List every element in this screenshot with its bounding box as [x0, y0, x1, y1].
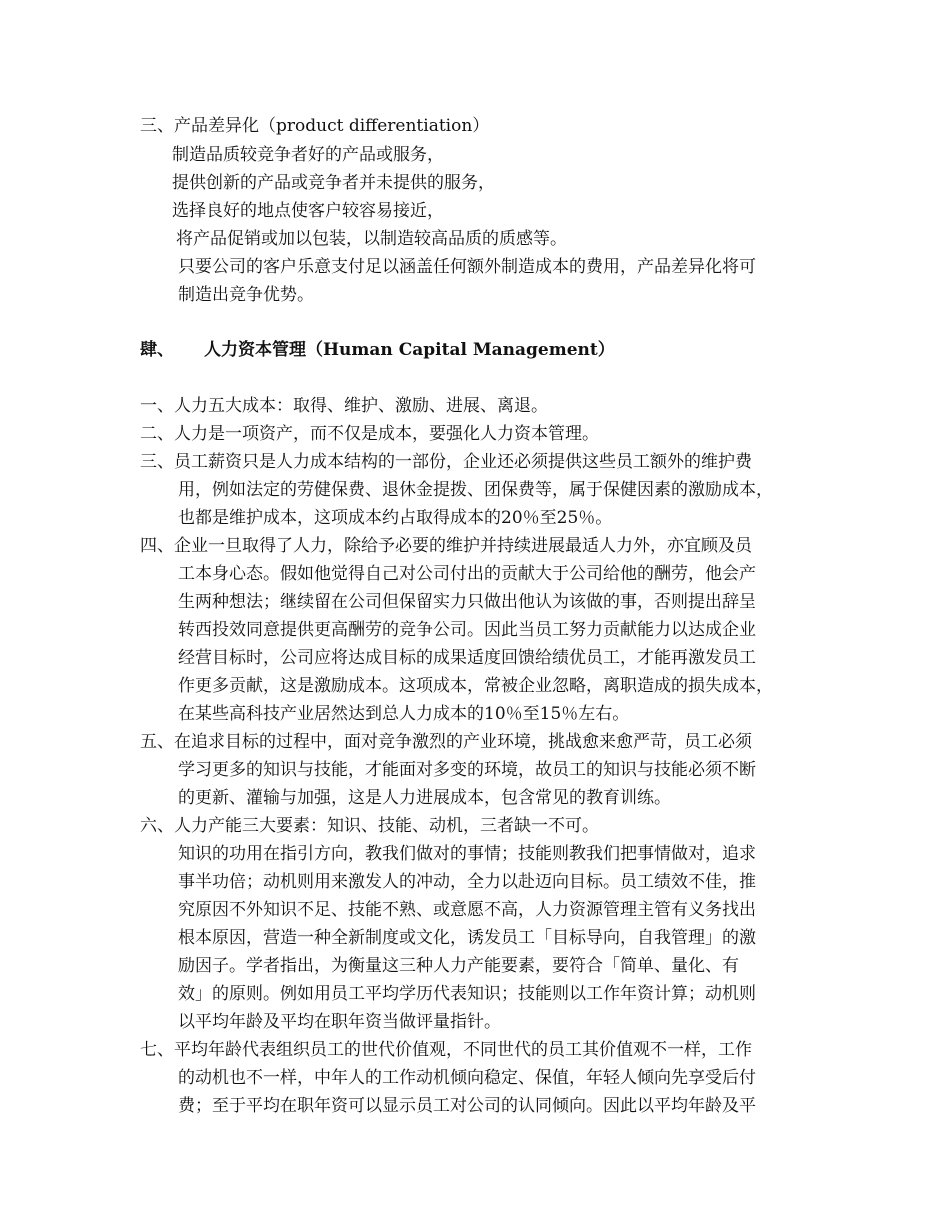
chapter-heading: 人力资本管理（Human Capital Management）	[204, 340, 615, 360]
summary-line: 只要公司的客户乐意支付足以涵盖任何额外制造成本的费用，产品差异化将可	[178, 257, 756, 277]
paragraph-line: 经营目标时，公司应将达成目标的成果适度回馈给绩优员工，才能再激发员工	[178, 648, 756, 668]
paragraph-line: 的更新、灌输与加强，这是人力进展成本，包含常见的教育训练。	[178, 788, 671, 808]
paragraph-line: 的动机也不一样，中年人的工作动机倾向稳定、保值，年轻人倾向先享受后付	[178, 1068, 756, 1088]
paragraph-line: 转西投效同意提供更高酬劳的竞争公司。因此当员工努力贡献能力以达成企业	[178, 620, 756, 640]
paragraph-line: 也都是维护成本，这项成本约占取得成本的20％至25％。	[178, 508, 613, 528]
section-title: 三、产品差异化（product differentiation）	[140, 116, 490, 136]
summary-line: 制造出竞争优势。	[178, 285, 314, 305]
paragraph-line: 根本原因，营造一种全新制度或文化，诱发员工「目标导向，自我管理」的激	[178, 928, 756, 948]
paragraph-line: 知识的功用在指引方向，教我们做对的事情；技能则教我们把事情做对，追求	[178, 844, 756, 864]
paragraph-line: 作更多贡献，这是激励成本。这项成本，常被企业忽略，离职造成的损失成本，	[178, 676, 773, 696]
paragraph-line: 在某些高科技产业居然达到总人力成本的10％至15％左右。	[178, 704, 630, 724]
list-item: 制造品质较竞争者好的产品或服务，	[172, 145, 444, 165]
paragraph-line: 三、员工薪资只是人力成本结构的一部份，企业还必须提供这些员工额外的维护费	[140, 452, 752, 472]
paragraph-line: 究原因不外知识不足、技能不熟、或意愿不高，人力资源管理主管有义务找出	[178, 900, 756, 920]
paragraph-line: 以平均年龄及平均在职年资当做评量指针。	[178, 1012, 501, 1032]
paragraph-line: 生两种想法；继续留在公司但保留实力只做出他认为该做的事，否则提出辞呈	[178, 592, 756, 612]
paragraph-line: 事半功倍；动机则用来激发人的冲动，全力以赴迈向目标。员工绩效不佳，推	[178, 872, 756, 892]
chapter-number: 肆、	[140, 340, 174, 360]
paragraph-line: 七、平均年龄代表组织员工的世代价值观，不同世代的员工其价值观不一样，工作	[140, 1040, 752, 1060]
paragraph-line: 费；至于平均在职年资可以显示员工对公司的认同倾向。因此以平均年龄及平	[178, 1096, 756, 1116]
paragraph-line: 效」的原则。例如用员工平均学历代表知识；技能则以工作年资计算；动机则	[178, 984, 756, 1004]
paragraph-line: 二、人力是一项资产，而不仅是成本，要强化人力资本管理。	[140, 424, 599, 444]
paragraph-line: 四、企业一旦取得了人力，除给予必要的维护并持续进展最适人力外，亦宜顾及员	[140, 536, 752, 556]
paragraph-line: 一、人力五大成本：取得、维护、激励、进展、离退。	[140, 396, 548, 416]
list-item: 将产品促销或加以包装，以制造较高品质的质感等。	[176, 229, 567, 249]
paragraph-line: 学习更多的知识与技能，才能面对多变的环境，故员工的知识与技能必须不断	[178, 760, 756, 780]
paragraph-line: 五、在追求目标的过程中，面对竞争激烈的产业环境，挑战愈来愈严苛，员工必须	[140, 732, 752, 752]
paragraph-line: 励因子。学者指出，为衡量这三种人力产能要素，要符合「简单、量化、有	[178, 956, 739, 976]
paragraph-line: 六、人力产能三大要素：知识、技能、动机，三者缺一不可。	[140, 816, 599, 836]
paragraph-line: 工本身心态。假如他觉得自己对公司付出的贡献大于公司给他的酬劳，他会产	[178, 564, 756, 584]
list-item: 选择良好的地点使客户较容易接近，	[172, 201, 444, 221]
paragraph-line: 用，例如法定的劳健保费、退休金提拨、团保费等，属于保健因素的激励成本，	[178, 480, 773, 500]
list-item: 提供创新的产品或竞争者并未提供的服务，	[172, 173, 495, 193]
